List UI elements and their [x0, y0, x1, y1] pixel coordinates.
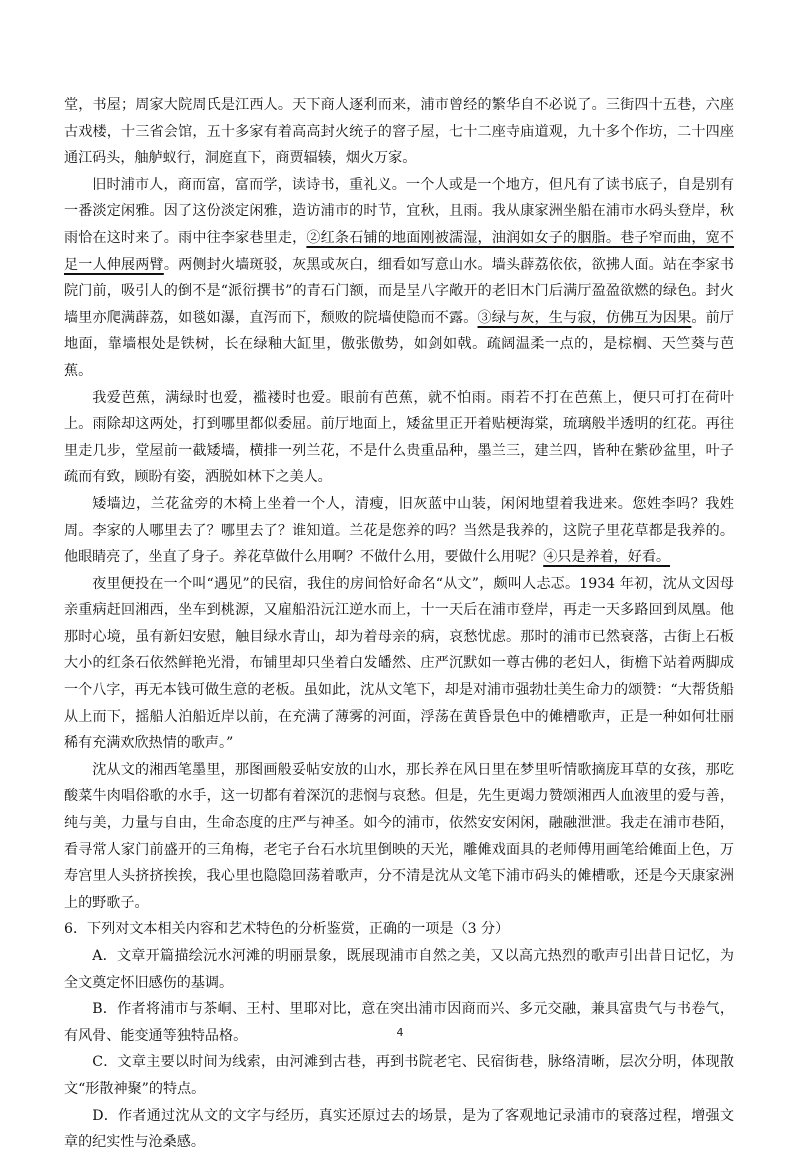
page-number: 4: [396, 1026, 404, 1039]
option-c: C．文章主要以时间为线索，由河滩到古巷，再到书院老宅、民宿街巷，脉络清晰，层次分明，体现散文“形散神聚”的特点。: [64, 1054, 734, 1097]
document-body: [64, 92, 734, 1156]
option-d: D．作者通过沈从文的文字与经历，真实还原过去的场景，是为了客观地记录浦市的衰落过程，增强文章的纪实性与沧桑感。: [64, 1107, 734, 1151]
paragraph-3: 我爱芭蕉，满绿时也爱，褴褛时也爱。眼前有芭蕉，就不怕雨。雨若不打在芭蕉上，便只可打在荷叶上。雨除却这两处，打到哪里都似委屈。前厅地面上，矮盆里正开着贴梗海棠，琉璃般半透明的红花。再往里走几步，堂屋前一截矮墙，横排一列兰花，不是什么贵重品种，墨兰三，建兰四，皆种在紫砂盆里，叶子疏而有致，顾盼有姿，洒脱如林下之美人。: [64, 389, 734, 486]
underlined-sentence-2: ②红条石铺的地面刚被濡湿，油润如女子的胭脂。巷子窄而曲，宽不足一人伸展两臂: [64, 229, 735, 273]
paragraph-2-text-c: 。前厅地面，靠墙根处是铁树，长在绿釉大缸里，傲张傲势，如剑如戟。疏阔温柔一点的，是棕榈、天竺葵与芭蕉。: [64, 309, 735, 379]
paragraph-5: 夜里便投在一个叫“遇见”的民宿，我住的房间恰好命名“从文”，颇叫人忐忑。1934 年初，沈从文因母亲重病赶回湘西，坐车到桃源，又雇船沿沅江逆水而上，十一天后在浦市登岸，再走一天多路回到凤凰。他那时心境，虽有新妇安慰，触目绿水青山，却为着母亲的病，哀愁忧虑。那时的浦市已然衰落，古街上石板大小的红条石依然鲜艳光滑，布铺里却只坐着白发皤然、庄严沉默如一尊古佛的老妇人，街檐下站着两脚成一个八字，再无本钱可做生意的老板。虽如此，沈从文笔下，却是对浦市强勃壮美生命力的颂赞：“大帮货船从上而下，摇船人泊船近岸以前，在充满了薄雾的河面，浮荡在黄昏景色中的傩槽歌声，正是一种如何壮丽稀有充满欢欣热情的歌声。”: [64, 575, 734, 752]
option-a: A．文章开篇描绘沅水河滩的明丽景象，既展现浦市自然之美，又以高亢热烈的歌声引出昔日记忆，为全文奠定怀旧感伤的基调。: [64, 948, 734, 991]
paragraph-4-text: 矮墙边，兰花盆旁的木椅上坐着一个人，清瘦，旧灰蓝中山装，闲闲地望着我进来。您姓李吗？我姓周。李家的人哪里去了？哪里去了？谁知道。兰花是您养的吗？当然是我养的，这院子里花草都是我养的。他眼睛亮了，坐直了身子。养花草做什么用啊？不做什么用，要做什么用呢？: [64, 495, 734, 566]
paragraph-2: [64, 172, 734, 385]
paragraph-6: 沈从文的湘西笔墨里，那图画般妥帖安放的山水，那长养在风日里在梦里听情歌摘庞耳草的女孩，那吃酸菜牛肉唱俗歌的水手，这一切都有着深沉的悲悯与哀愁。但是，先生更竭力赞颂湘西人血液里的爱与善，纯与美，力量与自由，生命态度的庄严与神圣。如今的浦市，依然安安闲闲，融融泄泄。我走在浦市巷陌，看寻常人家门前盛开的三角梅，老宅子台石水坑里倒映的天光，雕傩戏面具的老师傅用画笔给傩面上色，万寿宫里人头挤挤挨挨，我心里也隐隐回荡着歌声，分不清是沈从文笔下浦市码头的傩槽歌，还是今天康家洲上的野歌子。: [64, 761, 734, 911]
paragraph-2-text-b: 。两侧封火墙斑驳，灰黑或灰白，细看如写意山水。墙头薜荔依依，欲拂人面。站在李家书院门前，吸引人的倒不是“派衍撰书”的青石门额，而是呈八字敞开的老旧木门后满厅盈盈欲燃的绿色。封火墙里亦爬满薜荔，如毯如瀑，直泻而下，颓败的院墙使隐而不露。: [64, 256, 734, 326]
paragraph-2-text-a: 旧时浦市人，商而富，富而学，读诗书，重礼义。一个人或是一个地方，但凡有了读书底子，自是别有一番淡定闲雅。因了这份淡定闲雅，造访浦市的时节，宜秋，且雨。我从康家洲坐船在浦市水码头登岸，秋雨恰在这时来了。雨中往李家巷里走，: [64, 176, 734, 246]
option-b: B．作者将浦市与茶峒、王村、里耶对比，意在突出浦市因商而兴、多元交融，兼具富贵气与书卷气，有风骨、能变通等独特品格。: [64, 1001, 734, 1044]
underlined-sentence-4: ④只是养着，好看。: [543, 549, 671, 566]
paragraph-1: 堂，书屋；周家大院周氏是江西人。天下商人逐利而来，浦市曾经的繁华自不必说了。三街四十五巷，六座古戏楼，十三省会馆，五十多家有着高高封火统子的窨子屋，七十二座寺庙道观，九十多个作坊，二十四座通江码头，舳舻蚁行，洞庭直下，商贾辐辏，烟火万家。: [64, 97, 734, 167]
question-stem: 6．下列对文本相关内容和艺术特色的分析鉴赏，正确的一项是（3 分）: [64, 921, 510, 938]
paragraph-4: [64, 491, 734, 571]
underlined-sentence-3: ③绿与灰，生与寂，仿佛互为因果: [477, 309, 692, 326]
